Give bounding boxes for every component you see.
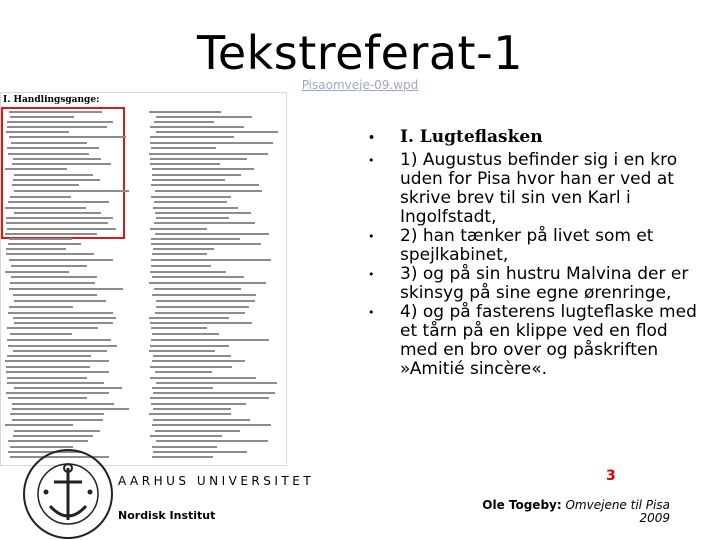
text-line xyxy=(154,222,255,224)
bullet-item: • 1) Augustus befinder sig i en kro uden for Pisa hvor han er ved at skrive brev til sin ven Karl i Ingolfstadt, xyxy=(368,150,678,227)
text-line xyxy=(156,440,268,442)
text-line xyxy=(150,126,244,128)
text-line xyxy=(6,217,113,219)
text-line xyxy=(154,201,227,203)
text-line xyxy=(156,217,229,219)
bullet-dot: • xyxy=(368,131,376,144)
text-line xyxy=(155,190,262,192)
text-line xyxy=(150,397,269,399)
text-line xyxy=(150,142,273,144)
text-line xyxy=(14,430,100,432)
text-line xyxy=(10,282,95,284)
text-line xyxy=(156,131,278,133)
text-line xyxy=(155,371,212,373)
text-line xyxy=(10,196,71,198)
text-line xyxy=(8,243,81,245)
text-line xyxy=(12,419,103,421)
text-line xyxy=(10,413,104,415)
text-line xyxy=(150,377,256,379)
document-heading: I. Handlingsgange: xyxy=(3,95,100,105)
text-line xyxy=(14,322,113,324)
text-line xyxy=(13,179,100,181)
text-line xyxy=(11,276,97,278)
text-line xyxy=(152,424,271,426)
text-line xyxy=(10,116,74,118)
text-line xyxy=(14,190,129,192)
text-line xyxy=(151,184,259,186)
text-line xyxy=(6,392,109,394)
text-line xyxy=(153,207,238,209)
bullet-dot: • xyxy=(368,268,375,281)
text-line xyxy=(5,271,69,273)
bullet-dot: • xyxy=(368,154,375,167)
text-line xyxy=(9,111,102,113)
bullet-item: • 4) og på fasterens lugteflaske med et tårn på en klippe ved en flod med en bro over og påskriften »Amitié sincère«. xyxy=(368,302,697,379)
text-line xyxy=(151,339,269,341)
text-line xyxy=(9,238,72,240)
text-line xyxy=(149,413,231,415)
text-line xyxy=(156,306,249,308)
text-line xyxy=(150,163,220,165)
bullet-dot: • xyxy=(368,306,375,319)
text-line xyxy=(7,339,111,341)
text-line xyxy=(6,131,69,133)
text-line xyxy=(149,317,229,319)
text-line xyxy=(13,294,97,296)
text-line xyxy=(7,147,99,149)
bullet-dot: • xyxy=(368,230,375,243)
text-line xyxy=(7,355,91,357)
text-line xyxy=(5,168,67,170)
text-line xyxy=(5,424,73,426)
text-line xyxy=(150,228,207,230)
text-line xyxy=(152,360,245,362)
text-line xyxy=(12,403,114,405)
text-line xyxy=(9,259,113,261)
university-name: AARHUS UNIVERSITET xyxy=(118,474,315,488)
text-line xyxy=(151,327,207,329)
text-line xyxy=(152,253,207,255)
text-line xyxy=(150,435,222,437)
author-name: Ole Togeby: xyxy=(482,498,562,512)
text-line xyxy=(7,121,113,123)
document-link[interactable]: Pisaomveje-09.wpd xyxy=(301,78,419,92)
page-number: 3 xyxy=(606,468,616,484)
text-line xyxy=(14,300,106,302)
text-line xyxy=(8,201,109,203)
text-line xyxy=(151,265,211,267)
text-line xyxy=(153,355,231,357)
text-line xyxy=(150,322,252,324)
text-line xyxy=(9,306,73,308)
text-line xyxy=(6,253,94,255)
text-line xyxy=(155,430,240,432)
text-line xyxy=(155,233,269,235)
text-line xyxy=(13,435,93,437)
text-line xyxy=(152,179,225,181)
text-line xyxy=(155,312,245,314)
text-line xyxy=(153,408,231,410)
text-line xyxy=(152,168,254,170)
text-line xyxy=(5,360,109,362)
text-line xyxy=(9,288,123,290)
text-line xyxy=(154,121,214,123)
text-line xyxy=(7,327,98,329)
bullet-list xyxy=(368,128,708,379)
text-line xyxy=(150,271,226,273)
text-line xyxy=(149,282,266,284)
text-line xyxy=(12,184,79,186)
text-line xyxy=(149,111,221,113)
slide-title: Tekstreferat-1 xyxy=(197,26,523,80)
document-thumbnail xyxy=(0,92,287,466)
text-line xyxy=(153,248,214,250)
author-credit xyxy=(482,499,670,525)
text-line xyxy=(6,248,66,250)
institute-name: Nordisk Institut xyxy=(118,509,216,522)
text-line xyxy=(156,300,255,302)
text-line xyxy=(14,387,122,389)
text-line xyxy=(149,153,268,155)
text-line xyxy=(8,397,87,399)
text-line xyxy=(156,382,277,384)
text-line xyxy=(153,419,250,421)
text-line xyxy=(13,317,116,319)
text-line xyxy=(9,136,126,138)
text-line xyxy=(155,212,251,214)
text-line xyxy=(154,288,241,290)
text-line xyxy=(150,345,229,347)
year: 2009 xyxy=(639,511,670,525)
text-line xyxy=(11,265,87,267)
text-line xyxy=(150,158,247,160)
text-line xyxy=(7,126,107,128)
text-line xyxy=(151,238,240,240)
text-line xyxy=(14,212,101,214)
text-line xyxy=(152,174,241,176)
text-line xyxy=(150,366,232,368)
text-line xyxy=(152,456,213,458)
text-line xyxy=(6,371,109,373)
bullet-item: • 3) og på sin hustru Malvina der er skinsyg på sine egne ørenringe, xyxy=(368,264,689,303)
text-line xyxy=(8,312,113,314)
university-seal-icon xyxy=(22,448,114,540)
text-line xyxy=(10,333,72,335)
text-line xyxy=(151,259,271,261)
text-line xyxy=(153,392,275,394)
text-line xyxy=(7,382,104,384)
text-line xyxy=(150,136,234,138)
text-line xyxy=(152,294,256,296)
text-line xyxy=(7,228,116,230)
work-title: Omvejene til Pisa xyxy=(565,498,670,512)
text-line xyxy=(151,147,216,149)
text-line xyxy=(152,333,219,335)
text-line xyxy=(5,233,97,235)
text-line xyxy=(8,153,89,155)
text-line xyxy=(11,142,87,144)
text-line xyxy=(13,158,101,160)
text-line xyxy=(14,174,93,176)
text-line xyxy=(151,403,246,405)
text-line xyxy=(13,350,107,352)
text-line xyxy=(5,207,86,209)
text-line xyxy=(156,116,252,118)
text-line xyxy=(6,366,90,368)
text-line xyxy=(8,345,117,347)
text-line xyxy=(8,440,88,442)
bullet-item: • I. Lugteflasken xyxy=(368,127,543,147)
text-line xyxy=(153,451,247,453)
text-line xyxy=(12,163,111,165)
text-line xyxy=(7,377,87,379)
text-line xyxy=(151,196,231,198)
text-line xyxy=(151,243,261,245)
text-line xyxy=(149,350,215,352)
text-line xyxy=(152,276,244,278)
text-line xyxy=(6,222,108,224)
text-line xyxy=(152,387,213,389)
bullet-item: • 2) han tænker på livet som et spejlkabinet, xyxy=(368,226,654,265)
text-line xyxy=(12,408,129,410)
text-line xyxy=(152,446,217,448)
